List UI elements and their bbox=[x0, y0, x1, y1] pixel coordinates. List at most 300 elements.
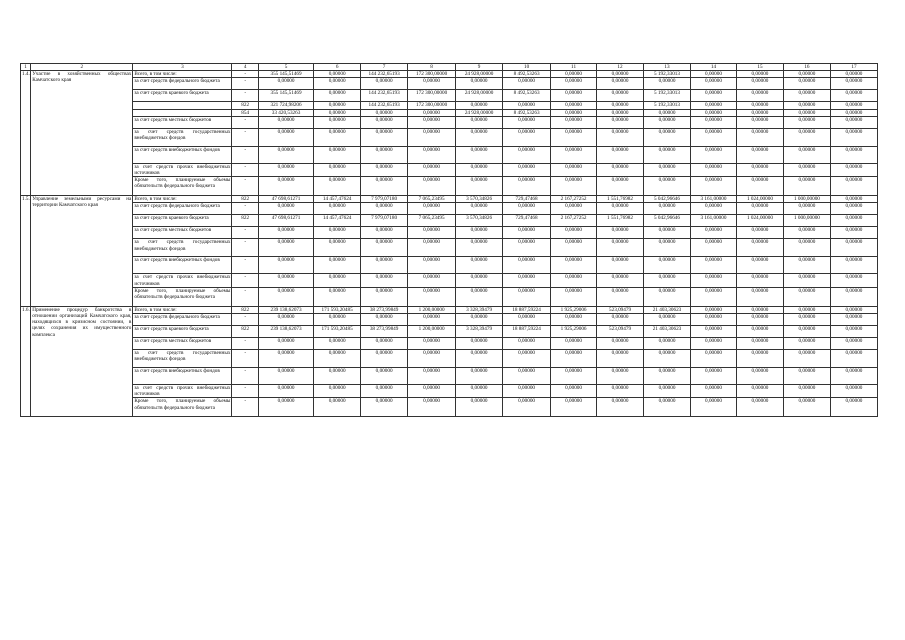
amount-cell: 0,00000 bbox=[830, 326, 877, 338]
amount-cell: 7 065,23495 bbox=[408, 196, 456, 203]
amount-cell: 0,00000 bbox=[314, 163, 361, 176]
amount-cell: 0,00000 bbox=[551, 274, 597, 287]
amount-cell: 0,00000 bbox=[361, 177, 408, 196]
amount-cell: 0,00000 bbox=[783, 109, 830, 116]
amount-cell: 0,00000 bbox=[361, 350, 408, 368]
amount-cell: 0,00000 bbox=[597, 227, 644, 239]
amount-cell: 0,00000 bbox=[691, 326, 737, 338]
amount-cell: 0,00000 bbox=[551, 287, 597, 306]
amount-cell: 0,00000 bbox=[258, 398, 313, 417]
budget-code: - bbox=[232, 227, 259, 239]
funding-source-label: Кроме того, планируемые объемы обязательств федерального бюджета bbox=[133, 287, 232, 306]
amount-cell: 0,00000 bbox=[830, 109, 877, 116]
amount-cell: 0,00000 bbox=[597, 398, 644, 417]
amount-cell: 0,00000 bbox=[361, 239, 408, 257]
table-row bbox=[21, 116, 878, 128]
amount-cell: 33 420,53263 bbox=[258, 109, 313, 116]
funding-source-label: за счет средств краевого бюджета bbox=[133, 215, 232, 227]
section-number: 1.6. bbox=[21, 306, 31, 417]
amount-cell: 0,00000 bbox=[736, 128, 783, 146]
amount-cell: 0,00000 bbox=[314, 314, 361, 326]
amount-cell: 0,00000 bbox=[314, 102, 361, 109]
amount-cell: 0,00000 bbox=[314, 350, 361, 368]
amount-cell: 0,00000 bbox=[644, 368, 691, 385]
amount-cell: 1 551,76982 bbox=[597, 196, 644, 203]
amount-cell: 0,00000 bbox=[361, 398, 408, 417]
amount-cell: 5 042,96646 bbox=[644, 196, 691, 203]
amount-cell: 0,00000 bbox=[456, 350, 503, 368]
amount-cell: 0,00000 bbox=[597, 203, 644, 215]
amount-cell: 0,00000 bbox=[408, 314, 456, 326]
amount-cell: 0,00000 bbox=[314, 146, 361, 163]
amount-cell: 0,00000 bbox=[503, 163, 551, 176]
amount-cell: 3 161,00000 bbox=[691, 215, 737, 227]
table-row bbox=[21, 385, 878, 398]
amount-cell: 0,00000 bbox=[597, 385, 644, 398]
funding-source-label: Всего, в том числе: bbox=[133, 71, 232, 78]
col-header: 15 bbox=[736, 64, 783, 71]
amount-cell: 21 403,30623 bbox=[644, 306, 691, 313]
amount-cell: 0,00000 bbox=[736, 239, 783, 257]
amount-cell: 239 138,62073 bbox=[258, 306, 313, 313]
amount-cell: 0,00000 bbox=[258, 116, 313, 128]
amount-cell: 0,00000 bbox=[597, 146, 644, 163]
table-row bbox=[21, 350, 878, 368]
amount-cell: 0,00000 bbox=[456, 257, 503, 274]
amount-cell: 0,00000 bbox=[456, 116, 503, 128]
amount-cell: 18 887,59224 bbox=[503, 326, 551, 338]
amount-cell: 0,00000 bbox=[830, 385, 877, 398]
table-row bbox=[21, 177, 878, 196]
amount-cell: 0,00000 bbox=[736, 306, 783, 313]
amount-cell: 0,00000 bbox=[597, 102, 644, 109]
table-row bbox=[21, 287, 878, 306]
amount-cell: 0,00000 bbox=[456, 287, 503, 306]
amount-cell: 0,00000 bbox=[736, 90, 783, 102]
amount-cell: 0,00000 bbox=[691, 109, 737, 116]
col-header: 13 bbox=[644, 64, 691, 71]
amount-cell: 0,00000 bbox=[830, 196, 877, 203]
amount-cell: 0,00000 bbox=[408, 257, 456, 274]
amount-cell: 0,00000 bbox=[314, 203, 361, 215]
amount-cell: 0,00000 bbox=[783, 350, 830, 368]
table-row bbox=[21, 274, 878, 287]
amount-cell: 0,00000 bbox=[456, 146, 503, 163]
amount-cell: 0,00000 bbox=[258, 368, 313, 385]
amount-cell: 523,09479 bbox=[597, 326, 644, 338]
amount-cell: 0,00000 bbox=[314, 128, 361, 146]
amount-cell: 0,00000 bbox=[691, 398, 737, 417]
amount-cell: 0,00000 bbox=[691, 338, 737, 350]
amount-cell: 0,00000 bbox=[408, 227, 456, 239]
budget-code: 822 bbox=[232, 215, 259, 227]
amount-cell: 0,00000 bbox=[503, 227, 551, 239]
col-header: 2 bbox=[31, 64, 133, 71]
amount-cell: 0,00000 bbox=[503, 314, 551, 326]
amount-cell: 7 979,07180 bbox=[361, 215, 408, 227]
amount-cell: 18 887,59224 bbox=[503, 306, 551, 313]
amount-cell: 0,00000 bbox=[456, 368, 503, 385]
amount-cell: 0,00000 bbox=[830, 314, 877, 326]
amount-cell: 0,00000 bbox=[503, 338, 551, 350]
amount-cell: 0,00000 bbox=[503, 177, 551, 196]
funding-source-label: за счет средств государственных внебюджетных фондов bbox=[133, 128, 232, 146]
amount-cell: 0,00000 bbox=[456, 163, 503, 176]
amount-cell: 0,00000 bbox=[551, 257, 597, 274]
amount-cell: 0,00000 bbox=[503, 203, 551, 215]
amount-cell: 0,00000 bbox=[783, 78, 830, 90]
amount-cell: 0,00000 bbox=[503, 287, 551, 306]
amount-cell: 0,00000 bbox=[644, 274, 691, 287]
amount-cell: 0,00000 bbox=[736, 314, 783, 326]
funding-source-label: за счет средств краевого бюджета bbox=[133, 326, 232, 338]
amount-cell: 0,00000 bbox=[644, 257, 691, 274]
amount-cell: 0,00000 bbox=[258, 227, 313, 239]
budget-document-page bbox=[20, 63, 878, 417]
amount-cell: 729,47468 bbox=[503, 215, 551, 227]
col-header: 10 bbox=[503, 64, 551, 71]
amount-cell: 1 200,00000 bbox=[408, 326, 456, 338]
budget-code: - bbox=[232, 239, 259, 257]
amount-cell: 0,00000 bbox=[736, 146, 783, 163]
amount-cell: 0,00000 bbox=[258, 203, 313, 215]
amount-cell: 0,00000 bbox=[456, 203, 503, 215]
amount-cell: 0,00000 bbox=[361, 227, 408, 239]
amount-cell: 0,00000 bbox=[551, 177, 597, 196]
amount-cell: 0,00000 bbox=[314, 385, 361, 398]
funding-source-label: за счет средств прочих внебюджетных источников bbox=[134, 274, 231, 287]
amount-cell: 1 200,00000 bbox=[408, 306, 456, 313]
amount-cell: 0,00000 bbox=[551, 78, 597, 90]
amount-cell: 0,00000 bbox=[736, 71, 783, 78]
amount-cell: 0,00000 bbox=[551, 146, 597, 163]
amount-cell: 0,00000 bbox=[314, 287, 361, 306]
col-header: 16 bbox=[783, 64, 830, 71]
funding-source-label: за счет средств федерального бюджета bbox=[133, 203, 232, 215]
amount-cell: 523,09479 bbox=[597, 306, 644, 313]
table-row bbox=[21, 109, 878, 116]
amount-cell: 0,00000 bbox=[783, 338, 830, 350]
amount-cell: 47 698,61271 bbox=[258, 196, 313, 203]
amount-cell: 0,00000 bbox=[551, 338, 597, 350]
funding-source-label bbox=[133, 102, 232, 109]
amount-cell: 0,00000 bbox=[314, 177, 361, 196]
amount-cell: 0,00000 bbox=[736, 398, 783, 417]
amount-cell: 0,00000 bbox=[830, 102, 877, 109]
amount-cell: 0,00000 bbox=[551, 398, 597, 417]
amount-cell: 0,00000 bbox=[551, 368, 597, 385]
amount-cell: 0,00000 bbox=[691, 203, 737, 215]
amount-cell: 0,00000 bbox=[691, 306, 737, 313]
amount-cell: 0,00000 bbox=[736, 78, 783, 90]
amount-cell: 0,00000 bbox=[644, 398, 691, 417]
budget-code: - bbox=[232, 385, 259, 398]
table-row bbox=[21, 368, 878, 385]
amount-cell: 0,00000 bbox=[258, 385, 313, 398]
amount-cell: 24 928,00000 bbox=[456, 90, 503, 102]
amount-cell: 0,00000 bbox=[503, 368, 551, 385]
amount-cell: 0,00000 bbox=[830, 287, 877, 306]
amount-cell: 3 570,34826 bbox=[456, 196, 503, 203]
amount-cell: 0,00000 bbox=[783, 203, 830, 215]
amount-cell: 0,00000 bbox=[456, 385, 503, 398]
amount-cell: 0,00000 bbox=[691, 274, 737, 287]
budget-code: - bbox=[232, 203, 259, 215]
amount-cell: 0,00000 bbox=[258, 274, 313, 287]
funding-source-label: за счет средств прочих внебюджетных источников bbox=[134, 163, 231, 177]
funding-source-label: за счет средств государственных внебюджетных фондов bbox=[133, 350, 232, 368]
amount-cell: 0,00000 bbox=[736, 163, 783, 176]
amount-cell: 0,00000 bbox=[456, 177, 503, 196]
amount-cell: 0,00000 bbox=[783, 257, 830, 274]
amount-cell: 8 492,53263 bbox=[503, 90, 551, 102]
amount-cell: 0,00000 bbox=[691, 227, 737, 239]
amount-cell: 144 232,65193 bbox=[361, 90, 408, 102]
amount-cell: 0,00000 bbox=[408, 116, 456, 128]
amount-cell: 0,00000 bbox=[551, 203, 597, 215]
budget-code: 822 bbox=[232, 326, 259, 338]
funding-source-label: за счет средств прочих внебюджетных источников bbox=[134, 385, 231, 398]
amount-cell: 0,00000 bbox=[408, 109, 456, 116]
amount-cell: 0,00000 bbox=[361, 287, 408, 306]
col-header: 14 bbox=[691, 64, 737, 71]
amount-cell: 0,00000 bbox=[314, 274, 361, 287]
amount-cell: 5 192,33013 bbox=[644, 71, 691, 78]
col-header: 3 bbox=[133, 64, 232, 71]
amount-cell: 0,00000 bbox=[644, 128, 691, 146]
section-title: Управление земельными ресурсами на территории Камчатского края bbox=[31, 196, 133, 307]
section-title: Применение процедур банкротства в отношении организаций Камчатского края, находящихся в кризисном состоянии, в целях сохранения их имущественного комплекса bbox=[31, 306, 133, 417]
funding-source-label: за счет средств краевого бюджета bbox=[133, 90, 232, 102]
amount-cell: 172 300,00000 bbox=[408, 102, 456, 109]
amount-cell: 0,00000 bbox=[783, 116, 830, 128]
amount-cell: 7 979,07180 bbox=[361, 196, 408, 203]
amount-cell: 0,00000 bbox=[408, 274, 456, 287]
amount-cell: 24 928,00000 bbox=[456, 109, 503, 116]
amount-cell: 0,00000 bbox=[503, 116, 551, 128]
col-header: 9 bbox=[456, 64, 503, 71]
budget-code: - bbox=[232, 116, 259, 128]
amount-cell: 0,00000 bbox=[736, 338, 783, 350]
col-header: 4 bbox=[232, 64, 259, 71]
amount-cell: 0,00000 bbox=[314, 227, 361, 239]
amount-cell: 0,00000 bbox=[597, 71, 644, 78]
amount-cell: 0,00000 bbox=[503, 146, 551, 163]
amount-cell: 0,00000 bbox=[314, 71, 361, 78]
amount-cell: 1 000,00000 bbox=[783, 196, 830, 203]
amount-cell: 0,00000 bbox=[361, 385, 408, 398]
amount-cell: 0,00000 bbox=[361, 163, 408, 176]
table-row bbox=[21, 314, 878, 326]
amount-cell: 0,00000 bbox=[503, 102, 551, 109]
section-number: 1.4. bbox=[21, 71, 31, 196]
table-row bbox=[21, 326, 878, 338]
amount-cell: 0,00000 bbox=[361, 109, 408, 116]
amount-cell: 0,00000 bbox=[644, 385, 691, 398]
amount-cell: 0,00000 bbox=[783, 368, 830, 385]
amount-cell: 0,00000 bbox=[361, 368, 408, 385]
amount-cell: 0,00000 bbox=[691, 163, 737, 176]
amount-cell: 0,00000 bbox=[597, 350, 644, 368]
column-number-row bbox=[21, 64, 878, 71]
amount-cell: 0,00000 bbox=[503, 350, 551, 368]
table-row bbox=[21, 102, 878, 109]
amount-cell: 0,00000 bbox=[597, 78, 644, 90]
amount-cell: 0,00000 bbox=[691, 78, 737, 90]
budget-code: - bbox=[232, 398, 259, 417]
amount-cell: 0,00000 bbox=[456, 227, 503, 239]
amount-cell: 14 457,47624 bbox=[314, 215, 361, 227]
budget-code: - bbox=[232, 350, 259, 368]
table-row bbox=[21, 196, 878, 203]
amount-cell: 0,00000 bbox=[503, 78, 551, 90]
amount-cell: 0,00000 bbox=[691, 177, 737, 196]
amount-cell: 0,00000 bbox=[503, 239, 551, 257]
amount-cell: 0,00000 bbox=[736, 257, 783, 274]
amount-cell: 0,00000 bbox=[361, 257, 408, 274]
amount-cell: 0,00000 bbox=[314, 257, 361, 274]
amount-cell: 0,00000 bbox=[830, 78, 877, 90]
amount-cell: 0,00000 bbox=[736, 109, 783, 116]
budget-code: - bbox=[232, 257, 259, 274]
amount-cell: 0,00000 bbox=[597, 163, 644, 176]
funding-source-label: за счет средств федерального бюджета bbox=[133, 314, 232, 326]
amount-cell: 0,00000 bbox=[258, 257, 313, 274]
amount-cell: 3 570,34826 bbox=[456, 215, 503, 227]
budget-code: - bbox=[232, 146, 259, 163]
table-row bbox=[21, 338, 878, 350]
amount-cell: 0,00000 bbox=[597, 90, 644, 102]
amount-cell: 0,00000 bbox=[691, 314, 737, 326]
amount-cell: 0,00000 bbox=[408, 203, 456, 215]
amount-cell: 0,00000 bbox=[314, 90, 361, 102]
amount-cell: 0,00000 bbox=[408, 350, 456, 368]
budget-table bbox=[20, 63, 878, 417]
amount-cell: 0,00000 bbox=[830, 177, 877, 196]
table-row bbox=[21, 163, 878, 176]
amount-cell: 0,00000 bbox=[503, 385, 551, 398]
amount-cell: 0,00000 bbox=[314, 398, 361, 417]
amount-cell: 0,00000 bbox=[258, 239, 313, 257]
amount-cell: 0,00000 bbox=[408, 338, 456, 350]
col-header: 5 bbox=[258, 64, 313, 71]
amount-cell: 0,00000 bbox=[551, 102, 597, 109]
amount-cell: 0,00000 bbox=[597, 177, 644, 196]
amount-cell: 0,00000 bbox=[551, 116, 597, 128]
amount-cell: 1 551,76982 bbox=[597, 215, 644, 227]
amount-cell: 0,00000 bbox=[551, 385, 597, 398]
table-body bbox=[21, 64, 878, 417]
amount-cell: 0,00000 bbox=[644, 203, 691, 215]
amount-cell: 0,00000 bbox=[408, 146, 456, 163]
amount-cell: 14 457,47624 bbox=[314, 196, 361, 203]
amount-cell: 0,00000 bbox=[830, 257, 877, 274]
amount-cell: 1 024,00000 bbox=[736, 196, 783, 203]
funding-source-label: за счет средств внебюджетных фондов bbox=[133, 368, 232, 385]
amount-cell: 24 928,00000 bbox=[456, 71, 503, 78]
col-header: 8 bbox=[408, 64, 456, 71]
amount-cell: 0,00000 bbox=[830, 274, 877, 287]
amount-cell: 0,00000 bbox=[783, 306, 830, 313]
funding-source-label: за счет средств внебюджетных фондов bbox=[133, 146, 232, 163]
budget-code: - bbox=[232, 368, 259, 385]
amount-cell: 0,00000 bbox=[736, 368, 783, 385]
amount-cell: 0,00000 bbox=[736, 177, 783, 196]
amount-cell: 0,00000 bbox=[361, 116, 408, 128]
amount-cell: 355 145,51469 bbox=[258, 71, 313, 78]
amount-cell: 0,00000 bbox=[736, 274, 783, 287]
amount-cell: 0,00000 bbox=[644, 239, 691, 257]
amount-cell: 0,00000 bbox=[456, 314, 503, 326]
amount-cell: 0,00000 bbox=[691, 71, 737, 78]
amount-cell: 0,00000 bbox=[830, 163, 877, 176]
funding-source-label: за счет средств местных бюджетов bbox=[133, 227, 232, 239]
amount-cell: 0,00000 bbox=[456, 102, 503, 109]
amount-cell: 0,00000 bbox=[456, 239, 503, 257]
amount-cell: 0,00000 bbox=[644, 350, 691, 368]
amount-cell: 0,00000 bbox=[456, 274, 503, 287]
amount-cell: 0,00000 bbox=[551, 71, 597, 78]
amount-cell: 0,00000 bbox=[830, 146, 877, 163]
amount-cell: 0,00000 bbox=[830, 368, 877, 385]
amount-cell: 0,00000 bbox=[597, 116, 644, 128]
budget-code: 822 bbox=[232, 102, 259, 109]
amount-cell: 0,00000 bbox=[644, 78, 691, 90]
funding-source-label: за счет средств местных бюджетов bbox=[133, 116, 232, 128]
amount-cell: 0,00000 bbox=[408, 398, 456, 417]
amount-cell: 0,00000 bbox=[830, 203, 877, 215]
amount-cell: 0,00000 bbox=[551, 239, 597, 257]
amount-cell: 0,00000 bbox=[691, 385, 737, 398]
amount-cell: 5 192,33013 bbox=[644, 102, 691, 109]
amount-cell: 0,00000 bbox=[597, 314, 644, 326]
amount-cell: 0,00000 bbox=[830, 128, 877, 146]
table-row bbox=[21, 146, 878, 163]
amount-cell: 355 145,51469 bbox=[258, 90, 313, 102]
amount-cell: 0,00000 bbox=[783, 326, 830, 338]
amount-cell: 0,00000 bbox=[736, 102, 783, 109]
budget-code: - bbox=[232, 314, 259, 326]
amount-cell: 0,00000 bbox=[691, 350, 737, 368]
amount-cell: 172 300,00000 bbox=[408, 71, 456, 78]
amount-cell: 0,00000 bbox=[314, 78, 361, 90]
amount-cell: 0,00000 bbox=[830, 306, 877, 313]
amount-cell: 0,00000 bbox=[258, 128, 313, 146]
table-row bbox=[21, 239, 878, 257]
amount-cell: 1 000,00000 bbox=[783, 215, 830, 227]
col-header: 12 bbox=[597, 64, 644, 71]
amount-cell: 729,47468 bbox=[503, 196, 551, 203]
amount-cell: 0,00000 bbox=[361, 128, 408, 146]
funding-source-label: за счет средств федерального бюджета bbox=[133, 78, 232, 90]
amount-cell: 0,00000 bbox=[361, 146, 408, 163]
budget-code: - bbox=[232, 128, 259, 146]
amount-cell: 5 192,33013 bbox=[644, 90, 691, 102]
budget-code: - bbox=[232, 71, 259, 78]
amount-cell: 0,00000 bbox=[830, 338, 877, 350]
amount-cell: 0,00000 bbox=[783, 314, 830, 326]
amount-cell: 0,00000 bbox=[361, 338, 408, 350]
amount-cell: 0,00000 bbox=[783, 385, 830, 398]
table-row bbox=[21, 90, 878, 102]
amount-cell: 0,00000 bbox=[783, 146, 830, 163]
amount-cell: 0,00000 bbox=[691, 257, 737, 274]
amount-cell: 0,00000 bbox=[691, 368, 737, 385]
amount-cell: 0,00000 bbox=[783, 163, 830, 176]
amount-cell: 0,00000 bbox=[644, 146, 691, 163]
amount-cell: 0,00000 bbox=[551, 128, 597, 146]
amount-cell: 38 273,99849 bbox=[361, 306, 408, 313]
